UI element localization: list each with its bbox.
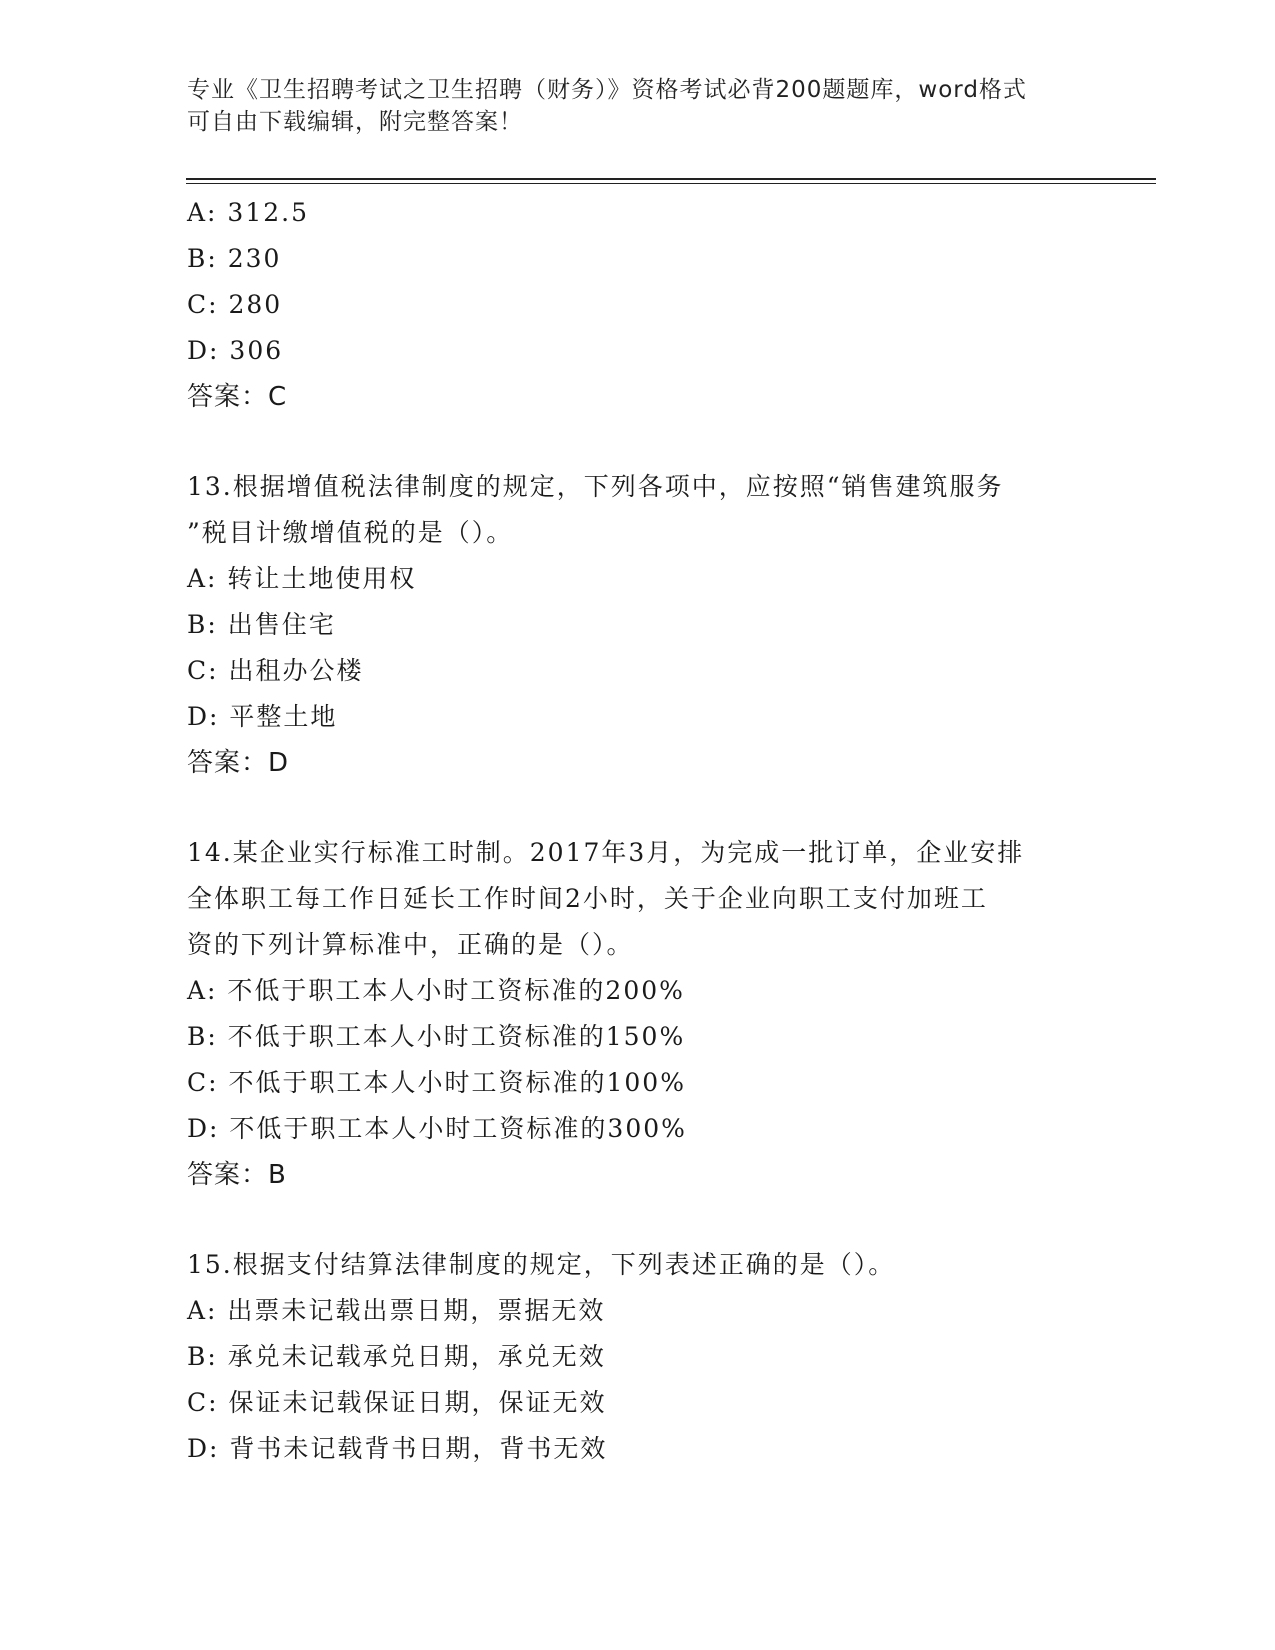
- option-d: D: 平整土地: [187, 702, 338, 731]
- answer-line: 答案：C: [187, 382, 288, 412]
- option-d: D: 不低于职工本人小时工资标准的300%: [187, 1114, 687, 1143]
- option-d: D: 背书未记载背书日期，背书无效: [187, 1434, 608, 1463]
- question-stem-line: 资的下列计算标准中，正确的是（）。: [187, 930, 634, 959]
- option-a: A: 不低于职工本人小时工资标准的200%: [187, 976, 685, 1005]
- question-12-options: [187, 190, 1087, 420]
- option-b: B: 不低于职工本人小时工资标准的150%: [187, 1022, 686, 1051]
- question-stem-line: 全体职工每工作日延长工作时间2小时，关于企业向职工支付加班工: [187, 884, 988, 913]
- answer-line: 答案：D: [187, 748, 290, 778]
- option-c: C: 280: [187, 290, 283, 319]
- header-divider-thick: [186, 178, 1156, 180]
- question-stem-line: 14.某企业实行标准工时制。2017年3月，为完成一批订单，企业安排: [187, 838, 1025, 867]
- option-a: A: 出票未记载出票日期，票据无效: [187, 1296, 606, 1325]
- option-d: D: 306: [187, 336, 284, 365]
- option-c: C: 保证未记载保证日期，保证无效: [187, 1388, 607, 1417]
- document-header: [187, 74, 1087, 138]
- question-list: [187, 190, 1087, 1472]
- header-line-1: 专业《卫生招聘考试之卫生招聘（财务）》资格考试必背200题题库，word格式: [187, 77, 1027, 103]
- option-b: B: 出售住宅: [187, 610, 336, 639]
- question-stem-line: 13.根据增值税法律制度的规定，下列各项中，应按照“销售建筑服务: [187, 472, 1004, 501]
- question-stem-line: ”税目计缴增值税的是（）。: [187, 518, 514, 547]
- option-a: A: 312.5: [187, 198, 309, 227]
- option-c: C: 不低于职工本人小时工资标准的100%: [187, 1068, 686, 1097]
- option-c: C: 出租办公楼: [187, 656, 364, 685]
- option-b: B: 承兑未记载承兑日期，承兑无效: [187, 1342, 606, 1371]
- question-stem-line: 15.根据支付结算法律制度的规定，下列表述正确的是（）。: [187, 1250, 896, 1279]
- option-a: A: 转让土地使用权: [187, 564, 417, 593]
- question-14: [187, 830, 1087, 1198]
- header-divider-thin: [186, 183, 1156, 184]
- option-b: B: 230: [187, 244, 282, 273]
- question-15: [187, 1242, 1087, 1472]
- header-line-2: 可自由下载编辑，附完整答案！: [187, 109, 523, 135]
- question-13: [187, 464, 1087, 786]
- answer-line: 答案：B: [187, 1160, 287, 1190]
